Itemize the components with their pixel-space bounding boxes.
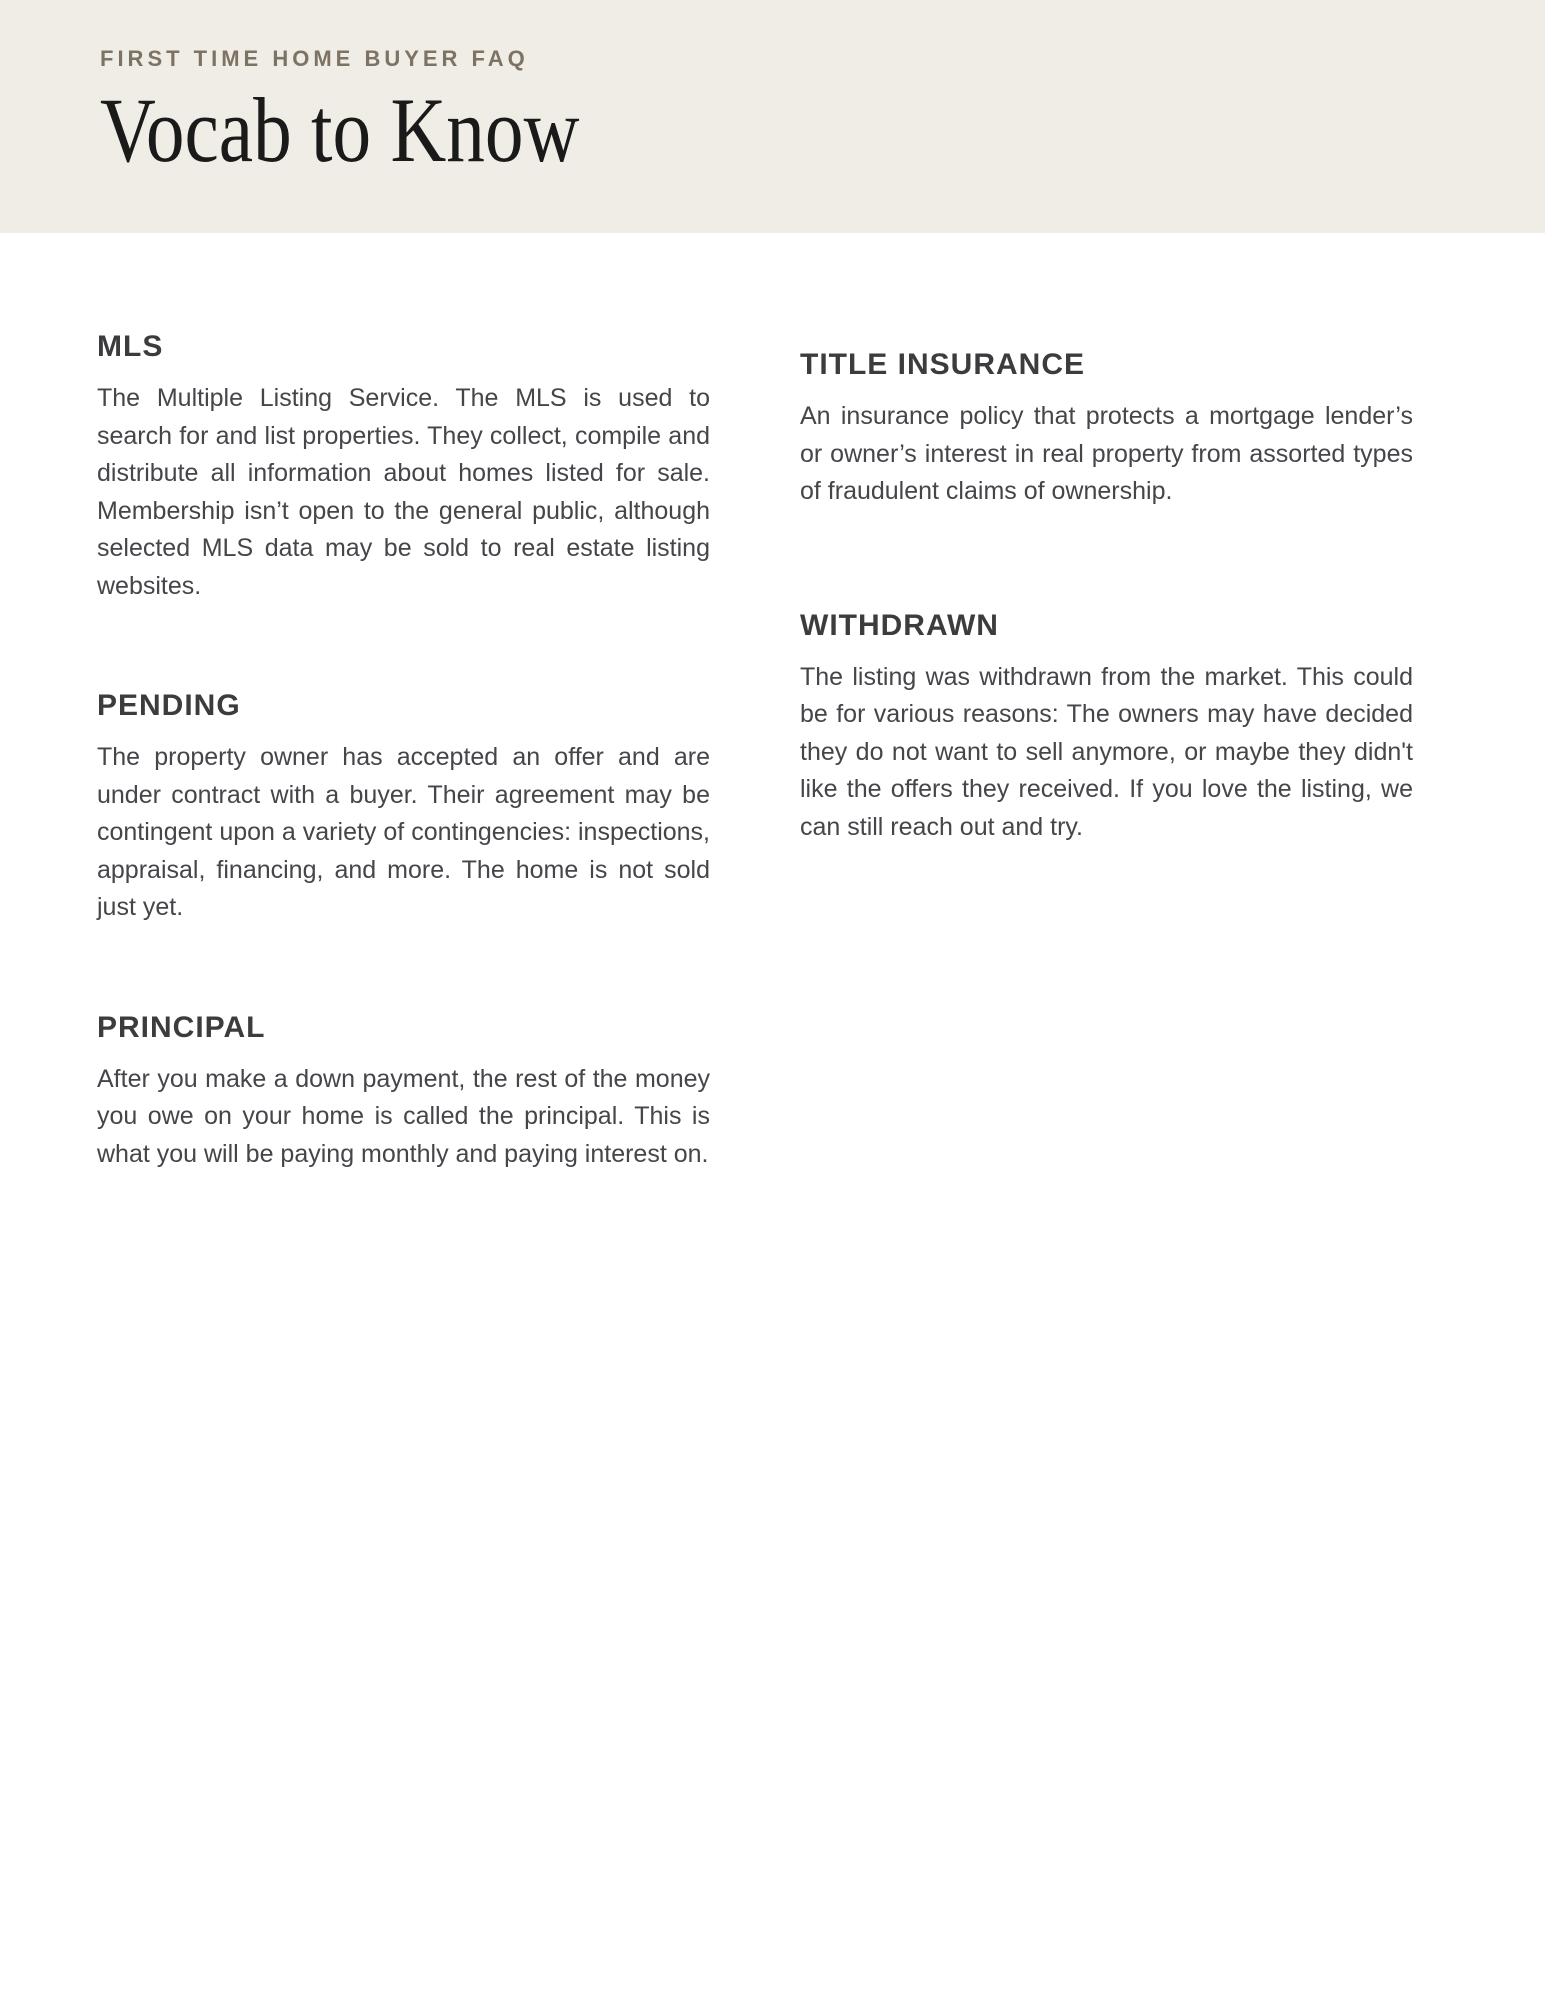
vocab-term-heading: TITLE INSURANCE [800, 348, 1085, 381]
vocab-section-title-insurance [800, 348, 1413, 511]
vocab-section-principal [97, 1011, 710, 1174]
vocab-columns [0, 233, 1545, 1257]
page-header-band [0, 0, 1545, 233]
page-title: Vocab to Know [100, 79, 580, 181]
vocab-term-definition: The Multiple Listing Service. The MLS is used to search for and list properties. They collect, compile and distribute all information about homes listed for sale. Membership isn’t open to the general public, although selected MLS data may be sold to real estate listing websites. [97, 384, 710, 600]
vocab-term-definition: An insurance policy that protects a mortgage lender’s or owner’s interest in real property from assorted types of fraudulent claims of ownership. [800, 402, 1413, 505]
vocab-section-pending [97, 689, 710, 927]
vocab-section-withdrawn [800, 609, 1413, 847]
vocab-term-definition: After you make a down payment, the rest of the money you owe on your home is called the principal. This is what you will be paying monthly and paying interest on. [97, 1064, 710, 1168]
vocab-term-heading: WITHDRAWN [800, 608, 999, 642]
vocab-section-mls [97, 330, 710, 605]
vocab-column-right [800, 330, 1413, 1257]
vocab-column-left [97, 330, 710, 1257]
eyebrow-label: FIRST TIME HOME BUYER FAQ [100, 46, 529, 71]
vocab-term-definition: The listing was withdrawn from the market. This could be for various reasons: The owners may have decided they do not want to sell anymore, or maybe they didn't like the offers they received. If you love the listing, we can still reach out and try. [800, 662, 1413, 841]
vocab-term-heading: PRINCIPAL [97, 1010, 266, 1044]
vocab-term-definition: The property owner has accepted an offer and are under contract with a buyer. Their agreement may be contingent upon a variety of contingencies: inspections, appraisal, financing, and more. The home is not sold just yet. [97, 743, 710, 921]
vocab-term-heading: PENDING [97, 689, 241, 722]
vocab-term-heading: MLS [97, 330, 164, 363]
